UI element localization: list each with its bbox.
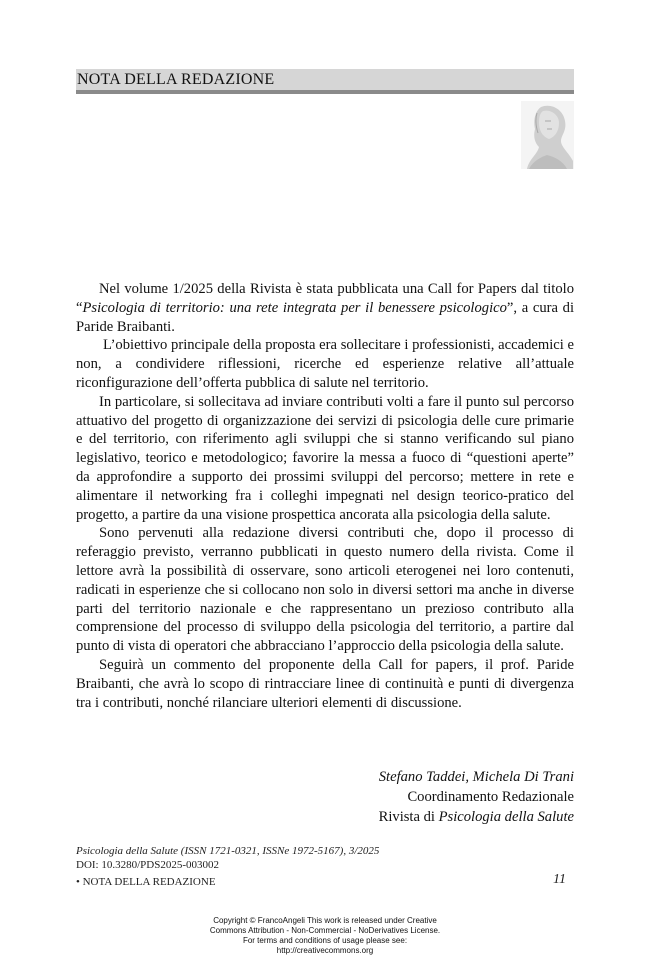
body-text — [76, 280, 574, 712]
license-notice: Copyright © FrancoAngeli This work is released under Creative Commons Attribution - Non-Commercial - NoDerivatives License. For terms and conditions of usage please see: http://creativecommons.org — [150, 916, 500, 956]
footer-doi: DOI: 10.3280/PDS2025-003002 — [76, 859, 220, 871]
call-title: Psicologia di territorio: una rete integrata per il benessere psicologico — [82, 299, 507, 316]
journal-line: Rivista di Psicologia della Salute — [378, 809, 574, 825]
portrait-engraving-icon — [521, 101, 574, 169]
paragraph-2: L’obiettivo principale della proposta era sollecitare i professionisti, accademici e non, a condividere riflessioni, ricerche ed esperienze relative all’attuale riconfigurazione dell’offerta pubblica di salute nel territorio. — [76, 337, 574, 391]
paragraph-3: In particolare, si sollecitava ad inviare contributi volti a fare il punto sul percorso attuativo del progetto di organizzazione dei servizi di psicologia delle cure primarie e del territorio, con riferimento agli sviluppi che si stanno verificando sul piano legislativo, teorico e metodologico; favorire la messa a fuoco di “questioni aperte” da approfondire a supporto dei prossimi sviluppi del percorso; mettere in rete e alimentare il networking fra i colleghi impegnati nel design teorico-pratico del progetto, a partire da una visione prospettica ancorata alla psicologia della salute. — [76, 393, 574, 523]
paragraph-1: Nel volume 1/2025 della Rivista è stata pubblicata una Call for Papers dal titolo “Psicologia di territorio: una rete integrata per il benessere psicologico”, a cura di Paride Braibanti. — [76, 281, 574, 335]
footer-section: • NOTA DELLA REDAZIONE — [76, 876, 216, 888]
signature-block — [379, 767, 574, 827]
page-number: 11 — [553, 872, 566, 887]
footer-journal: Psicologia della Salute (ISSN 1721-0321, ISSNe 1972-5167), 3/2025 — [76, 845, 380, 857]
license-link[interactable]: http://creativecommons.org — [276, 946, 374, 955]
author-role: Coordinamento Redazionale — [407, 789, 574, 805]
paragraph-5: Seguirà un commento del proponente della Call for papers, il prof. Paride Braibanti, che avrà lo scopo di rintracciare linee di continuità e punti di divergenza tra i contributi, nonché rilanciare ulteriori elementi di discussione. — [76, 656, 574, 711]
paragraph-4: Sono pervenuti alla redazione diversi contributi che, dopo il processo di referaggio previsto, verranno pubblicati in questo numero della rivista. Come il lettore avrà la possibilità di osservare, sono articoli eterogenei nei loro contenuti, radicati in esperienze che si collocano non solo in diversi settori ma anche in diverse parti del territorio nazionale e che rappresentano un prezioso contributo alla comprensione del processo di sviluppo della psicologia del territorio, a partire dal punto di vista di operatori che abbracciano l’approccio della psicologia della salute. — [76, 525, 574, 655]
header-rule — [76, 90, 574, 94]
section-title: NOTA DELLA REDAZIONE — [77, 71, 275, 88]
author-names: Stefano Taddei, Michela Di Trani — [378, 769, 574, 785]
